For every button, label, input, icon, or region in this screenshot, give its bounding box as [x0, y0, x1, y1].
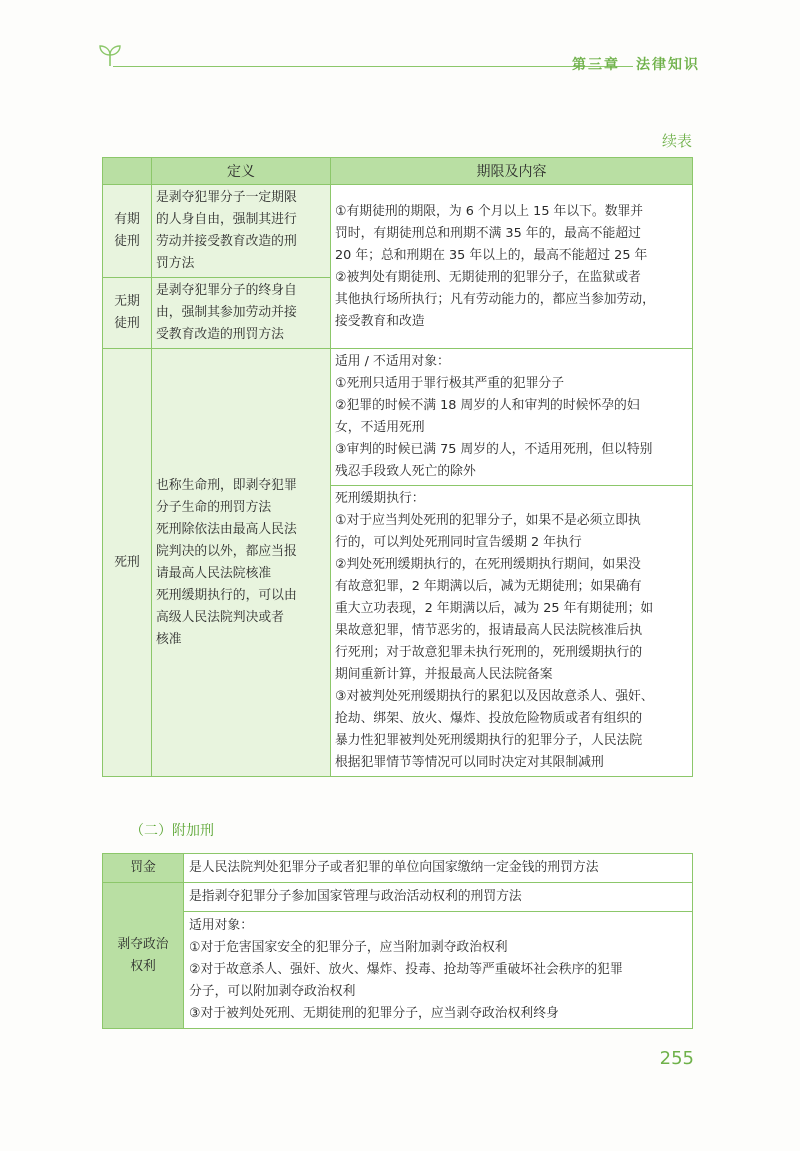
row-label-fixed-term: 有期 徒刑 — [103, 185, 152, 278]
definition-death: 也称生命刑，即剥夺犯罪 分子生命的刑罚方法 死刑除依法由最高人民法 院判决的以外，都应当报 请最高人民法院核准 死刑缓期执行的，可以由 高级人民法院判决或者 核准 — [152, 349, 331, 777]
definition-fixed-term: 是剥夺犯罪分子一定期限 的人身自由，强制其进行 劳动并接受教育改造的刑 罚方法 — [152, 185, 331, 278]
principal-penalties-table — [102, 157, 693, 777]
content-fine: 是人民法院判处犯罪分子或者犯罪的单位向国家缴纳一定金钱的刑罚方法 — [184, 854, 693, 883]
content-death-suspended: 死刑缓期执行： ①对于应当判处死刑的犯罪分子，如果不是必须立即执 行的，可以判处死刑同时宣告缓期 2 年执行 ②判处死刑缓期执行的，在死刑缓期执行期间，如果没 有故意犯罪，2 年期满以后，减为无期徒刑；如果确有 重大立功表现，2 年期满以后，减为 25 年有期徒刑；如 果故意犯罪，情节恶劣的，报请最高人民法院核准后执 行死刑；对于故意犯罪未执行死刑的，死刑缓期执行的 期间重新计算，并报最高人民法院备案 ③对被判处死刑缓期执行的累犯以及因故意杀人、强奸、 抢劫、绑架、放火、爆炸、投放危险物质或者有组织的 暴力性犯罪被判处死刑缓期执行的犯罪分子，人民法院 根据犯罪情节等情况可以同时决定对其限制减刑 — [331, 486, 693, 777]
content-death-applicable: 适用 / 不适用对象： ①死刑只适用于罪行极其严重的犯罪分子 ②犯罪的时候不满 18 周岁的人和审判的时候怀孕的妇 女，不适用死刑 ③审判的时候已满 75 周岁的人，不适用死刑，但以特别 残忍手段致人死亡的除外 — [331, 349, 693, 486]
table-row — [103, 854, 693, 883]
header-rule — [113, 66, 633, 67]
continued-label: 续表 — [661, 132, 692, 150]
header-cell-definition: 定义 — [152, 158, 331, 185]
page-number: 255 — [659, 1048, 694, 1069]
header-cell-blank — [103, 158, 152, 185]
page-header — [95, 40, 705, 76]
supplementary-penalties-table — [102, 853, 693, 1029]
section-title-supplementary: （二）附加刑 — [130, 823, 214, 839]
sprout-icon — [95, 42, 125, 68]
table-row — [103, 912, 693, 1029]
header-cell-content: 期限及内容 — [331, 158, 693, 185]
row-label-deprivation: 剥夺政治 权利 — [103, 883, 184, 1029]
content-deprivation-applicable: 适用对象： ①对于危害国家安全的犯罪分子，应当附加剥夺政治权利 ②对于故意杀人、强奸、放火、爆炸、投毒、抢劫等严重破坏社会秩序的犯罪 分子，可以附加剥夺政治权利 ③对于被判处死刑、无期徒刑的犯罪分子，应当剥夺政治权利终身 — [184, 912, 693, 1029]
row-label-fine: 罚金 — [103, 854, 184, 883]
definition-deprivation: 是指剥夺犯罪分子参加国家管理与政治活动权利的刑罚方法 — [184, 883, 693, 912]
chapter-title: 第三章 法律知识 — [572, 57, 700, 73]
table-header-row — [103, 158, 693, 185]
table-row — [103, 185, 693, 278]
definition-life: 是剥夺犯罪分子的终身自 由，强制其参加劳动并接 受教育改造的刑罚方法 — [152, 278, 331, 349]
row-label-death: 死刑 — [103, 349, 152, 777]
table-row — [103, 349, 693, 486]
content-imprisonment: ①有期徒刑的期限，为 6 个月以上 15 年以下。数罪并 罚时，有期徒刑总和刑期不满 35 年的，最高不能超过 20 年；总和刑期在 35 年以上的，最高不能超过 25 年 ②被判处有期徒刑、无期徒刑的犯罪分子，在监狱或者 其他执行场所执行；凡有劳动能力的，都应当参加劳动， 接受教育和改造 — [331, 185, 693, 349]
row-label-life: 无期 徒刑 — [103, 278, 152, 349]
table-row — [103, 883, 693, 912]
